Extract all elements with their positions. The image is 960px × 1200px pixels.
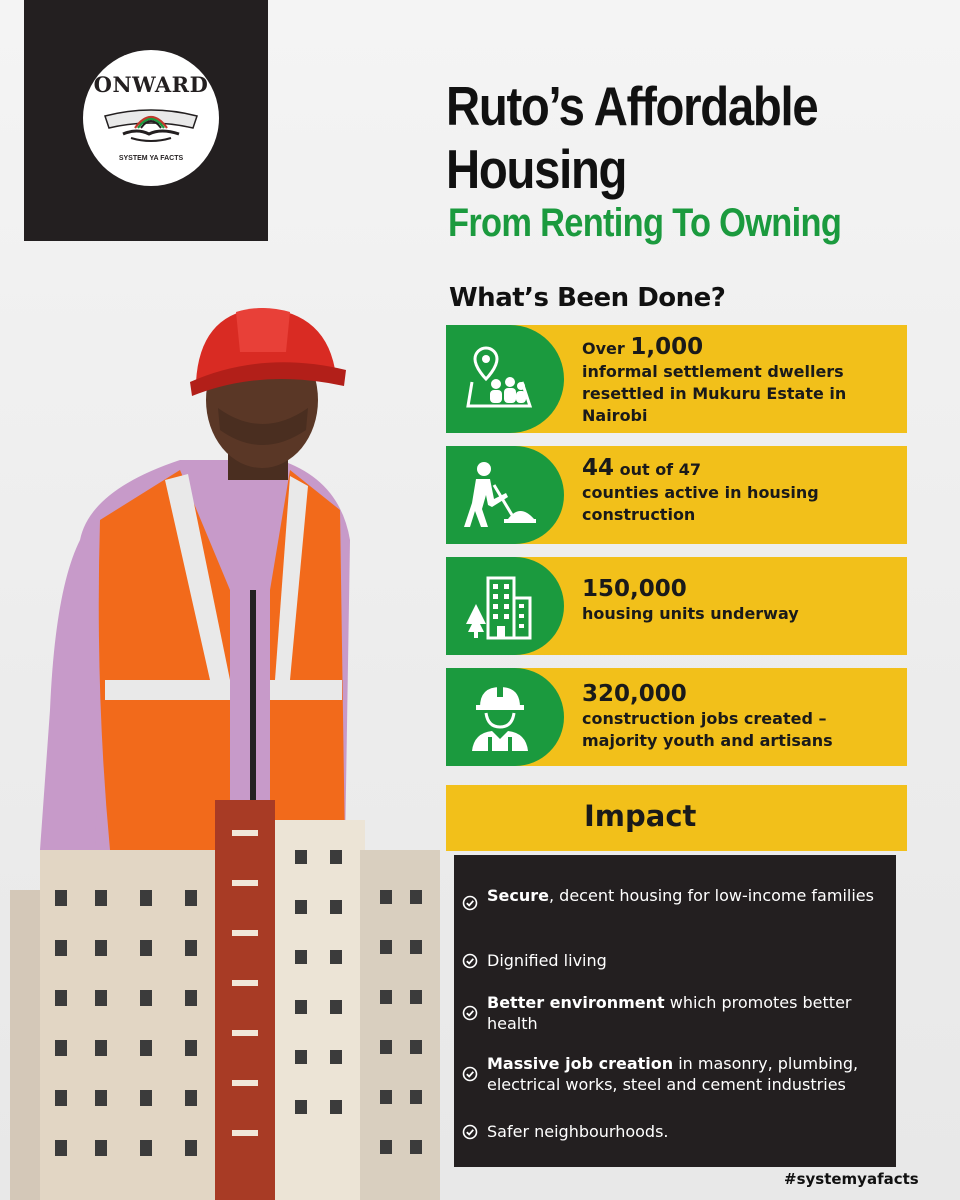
city-buildings-icon [464,570,536,642]
location-community-icon [464,344,534,414]
title-line-2: Housing [446,138,627,200]
stat-description: informal settlement dwellers resettled in Mukuru Estate in Nairobi [582,362,847,425]
impact-text: , decent housing for low-income families [549,886,874,905]
card-icon-bg [446,668,564,766]
stat-value: 1,000 [630,334,704,360]
stat-card-jobs [446,668,907,766]
logo-wordmark: ONWARD [93,72,209,97]
hardhat-worker-icon [464,681,536,753]
impact-header-bar [446,785,907,851]
apartment-building [10,800,440,1200]
card-text [582,680,897,752]
stat-suffix: out of 47 [614,460,701,479]
footer-hashtag: #systemyafacts [784,1170,919,1188]
card-icon-bg [446,446,564,544]
card-icon-bg [446,325,564,433]
impact-item [462,1121,886,1142]
logo-badge [83,50,219,186]
impact-text: which promotes better health [487,993,852,1033]
impact-item [462,885,886,906]
impact-list [454,855,896,1167]
check-circle-icon [462,1124,478,1140]
worker-figure [40,308,350,850]
check-circle-icon [462,895,478,911]
worker-and-building-illustration [0,290,445,1200]
impact-heading: Impact [584,799,697,833]
impact-item [462,1053,886,1095]
stat-value: 150,000 [582,576,687,602]
impact-bold: Massive job creation [487,1054,674,1073]
logo-tagline: SYSTEM YA FACTS [118,155,184,162]
impact-bold: Secure [487,886,549,905]
impact-item [462,992,886,1034]
stat-card-resettled [446,325,907,433]
stat-value: 320,000 [582,681,687,707]
logo-panel [24,0,268,241]
check-circle-icon [462,1005,478,1021]
check-circle-icon [462,1066,478,1082]
card-text [582,575,897,625]
stat-card-counties [446,446,907,544]
impact-bold: Better environment [487,993,665,1012]
stat-description: housing units underway [582,604,799,623]
section-heading-done: What’s Been Done? [449,283,726,313]
impact-text: in masonry, plumbing, electrical works, steel and cement industries [487,1054,859,1094]
impact-item [462,950,886,971]
card-text [582,333,897,427]
stat-description: counties active in housing construction [582,483,819,524]
handshake-emblem-icon [101,98,201,150]
stat-value: 44 [582,455,615,481]
check-circle-icon [462,953,478,969]
impact-text: Safer neighbourhoods. [487,1122,669,1141]
title-line-1: Ruto’s Affordable [446,75,818,137]
stat-prefix: Over [582,339,631,358]
impact-text: Dignified living [487,951,607,970]
card-icon-bg [446,557,564,655]
card-text [582,454,897,526]
page-title [446,75,928,201]
construction-worker-shovel-icon [464,459,536,531]
page-subtitle: From Renting To Owning [448,201,842,245]
stat-description: construction jobs created – majority youth and artisans [582,709,833,750]
stat-card-units [446,557,907,655]
